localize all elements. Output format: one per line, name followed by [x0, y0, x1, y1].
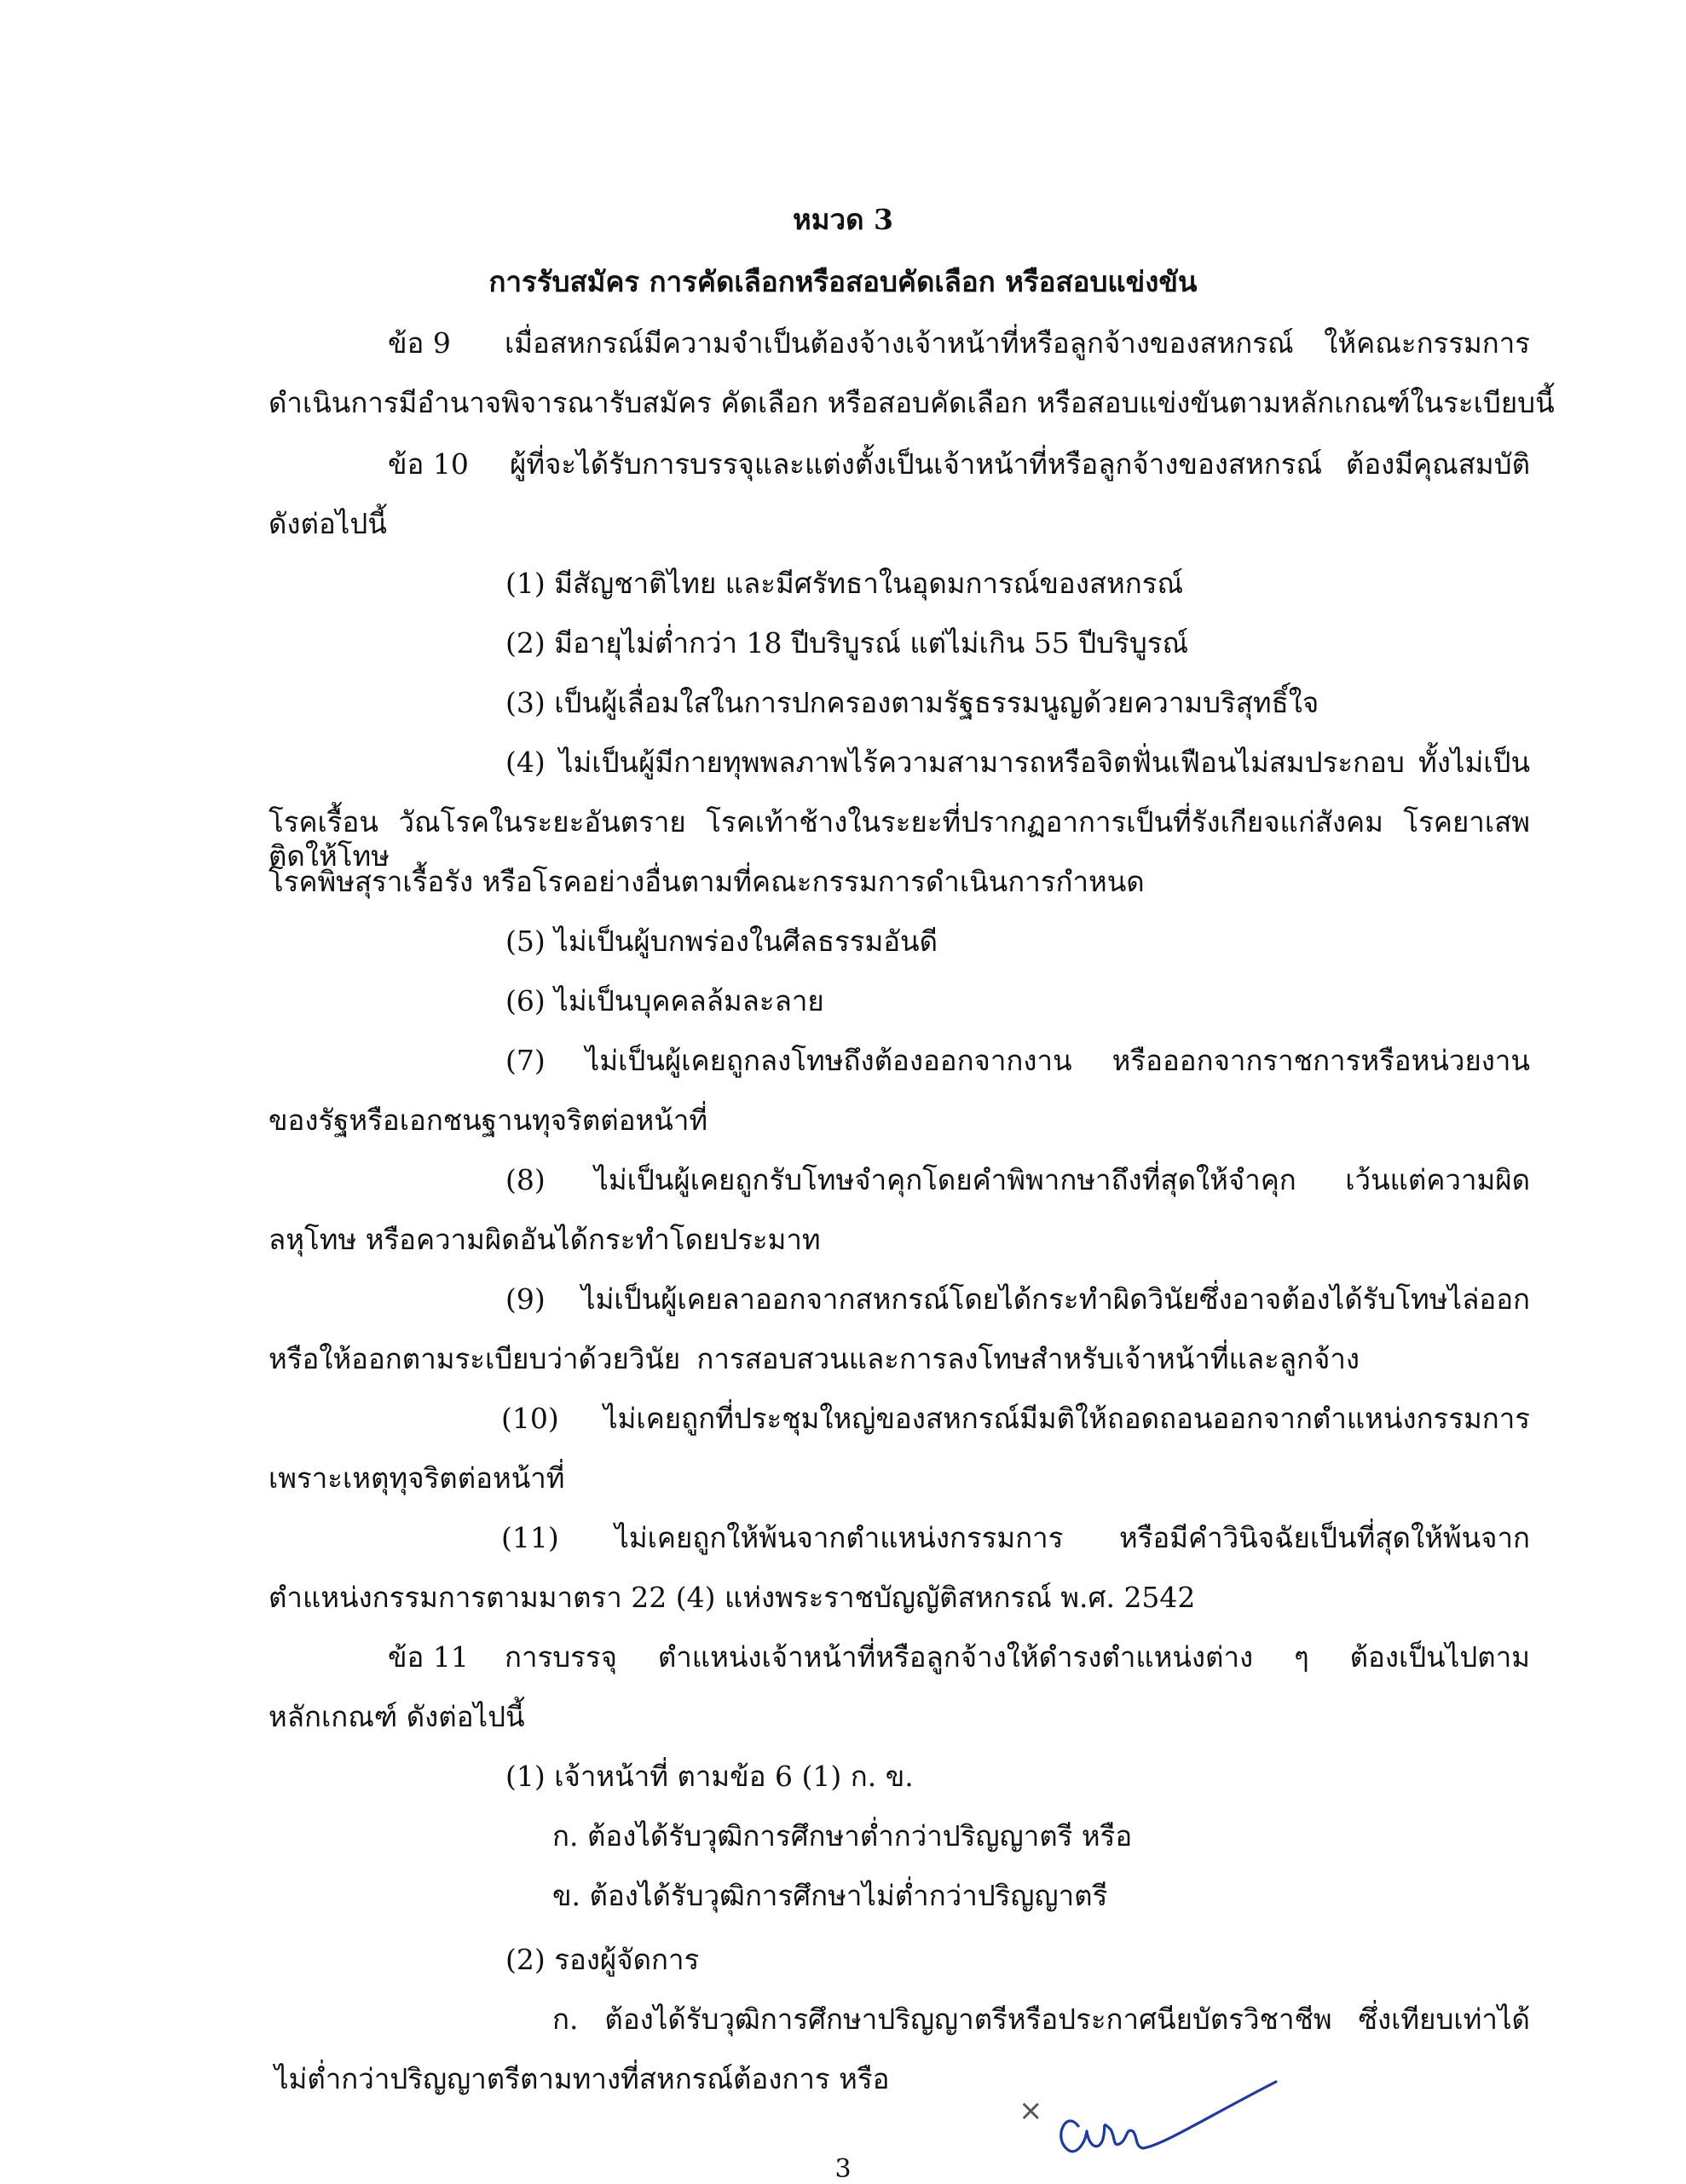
clause-11-point-2: (2) รองผู้จัดการ: [505, 1943, 700, 1976]
clause-10-item-5: (5) ไม่เป็นผู้บกพร่องในศีลธรรมอันดี: [505, 925, 938, 958]
clause-11-point-2a-line-2: ไม่ต่ำกว่าปริญญาตรีตามทางที่สหกรณ์ต้องการ หรือ: [274, 2062, 890, 2095]
clause-11-number: ข้อ 11: [388, 1640, 469, 1674]
clause-10-item-4-line-2: โรคเรื้อน วัณโรคในระยะอันตราย โรคเท้าช้างในระยะที่ปรากฏอาการเป็นที่รังเกียจแก่สังคม โรคยาเสพติดให้โทษ: [268, 805, 1530, 873]
clause-10-item-11-line-2: ตำแหน่งกรรมการตามมาตรา 22 (4) แห่งพระราชบัญญัติสหกรณ์ พ.ศ. 2542: [268, 1581, 1196, 1614]
clause-10-item-2: (2) มีอายุไม่ต่ำกว่า 18 ปีบริบูรณ์ แต่ไม่เกิน 55 ปีบริบูรณ์: [505, 626, 1189, 660]
section-title: การรับสมัคร การคัดเลือกหรือสอบคัดเลือก หรือสอบแข่งขัน: [488, 265, 1198, 298]
clause-10-item-10-line-2: เพราะเหตุทุจริตต่อหน้าที่: [268, 1461, 565, 1495]
clause-10-item-10-line-1: (10) ไม่เคยถูกที่ประชุมใหญ่ของสหกรณ์มีมติให้ถอดถอนออกจากตำแหน่งกรรมการ: [501, 1402, 1530, 1435]
clause-9-line-2: ดำเนินการมีอำนาจพิจารณารับสมัคร คัดเลือก หรือสอบคัดเลือก หรือสอบแข่งขันตามหลักเกณฑ์ในระเบียบนี้: [268, 386, 1555, 419]
clause-10-item-9-line-1: (9) ไม่เป็นผู้เคยลาออกจากสหกรณ์โดยได้กระทำผิดวินัยซึ่งอาจต้องได้รับโทษไล่ออก: [505, 1282, 1530, 1316]
clause-10-item-1: (1) มีสัญชาติไทย และมีศรัทธาในอุดมการณ์ของสหกรณ์: [505, 567, 1184, 600]
clause-10-item-7-line-1: (7) ไม่เป็นผู้เคยถูกลงโทษถึงต้องออกจากงาน หรือออกจากราชการหรือหน่วยงาน: [505, 1044, 1530, 1077]
clause-10-number: ข้อ 10: [388, 447, 469, 481]
signature-cross-mark: ×: [1019, 2094, 1043, 2128]
clause-11-line-2: หลักเกณฑ์ ดังต่อไปนี้: [268, 1700, 525, 1733]
clause-11-line-1: การบรรจุ ตำแหน่งเจ้าหน้าที่หรือลูกจ้างให้ดำรงตำแหน่งต่าง ๆ ต้องเป็นไปตาม: [505, 1640, 1530, 1674]
clause-11-point-1a: ก. ต้องได้รับวุฒิการศึกษาต่ำกว่าปริญญาตรี หรือ: [552, 1819, 1133, 1853]
clause-10-item-4-line-3: โรคพิษสุราเรื้อรัง หรือโรคอย่างอื่นตามที่คณะกรรมการดำเนินการกำหนด: [268, 865, 1145, 898]
clause-10-item-9-line-2: หรือให้ออกตามระเบียบว่าด้วยวินัย การสอบสวนและการลงโทษสำหรับเจ้าหน้าที่และลูกจ้าง: [268, 1342, 1360, 1375]
clause-9-number: ข้อ 9: [388, 326, 451, 360]
clause-10-item-8-line-1: (8) ไม่เป็นผู้เคยถูกรับโทษจำคุกโดยคำพิพากษาถึงที่สุดให้จำคุก เว้นแต่ความผิด: [505, 1163, 1530, 1196]
clause-11-point-2a-line-1: ก. ต้องได้รับวุฒิการศึกษาปริญญาตรีหรือประกาศนียบัตรวิชาชีพ ซึ่งเทียบเท่าได้: [552, 2002, 1530, 2036]
clause-10-line-2: ดังต่อไปนี้: [268, 507, 387, 540]
clause-10-item-3: (3) เป็นผู้เลื่อมใสในการปกครองตามรัฐธรรมนูญด้วยความบริสุทธิ์ใจ: [505, 686, 1319, 719]
page-number: 3: [834, 2154, 852, 2184]
clause-9-line-1: เมื่อสหกรณ์มีความจำเป็นต้องจ้างเจ้าหน้าที่หรือลูกจ้างของสหกรณ์ ให้คณะกรรมการ: [505, 326, 1530, 360]
clause-11-point-1b: ข. ต้องได้รับวุฒิการศึกษาไม่ต่ำกว่าปริญญาตรี: [552, 1879, 1108, 1912]
clause-10-line-1: ผู้ที่จะได้รับการบรรจุและแต่งตั้งเป็นเจ้าหน้าที่หรือลูกจ้างของสหกรณ์ ต้องมีคุณสมบัติ: [510, 447, 1530, 481]
chapter-heading: หมวด 3: [793, 203, 893, 236]
clause-10-item-11-line-1: (11) ไม่เคยถูกให้พ้นจากตำแหน่งกรรมการ หรือมีคำวินิจฉัยเป็นที่สุดให้พ้นจาก: [501, 1521, 1530, 1554]
clause-10-item-8-line-2: ลหุโทษ หรือความผิดอันได้กระทำโดยประมาท: [268, 1223, 821, 1256]
clause-10-item-6: (6) ไม่เป็นบุคคลล้มละลาย: [505, 984, 824, 1017]
clause-10-item-7-line-2: ของรัฐหรือเอกชนฐานทุจริตต่อหน้าที่: [268, 1104, 708, 1137]
clause-11-point-1: (1) เจ้าหน้าที่ ตามข้อ 6 (1) ก. ข.: [505, 1760, 914, 1793]
clause-10-item-4-line-1: (4) ไม่เป็นผู้มีกายทุพพลภาพไร้ความสามารถหรือจิตฟั่นเฟือนไม่สมประกอบ ทั้งไม่เป็น: [505, 746, 1530, 779]
